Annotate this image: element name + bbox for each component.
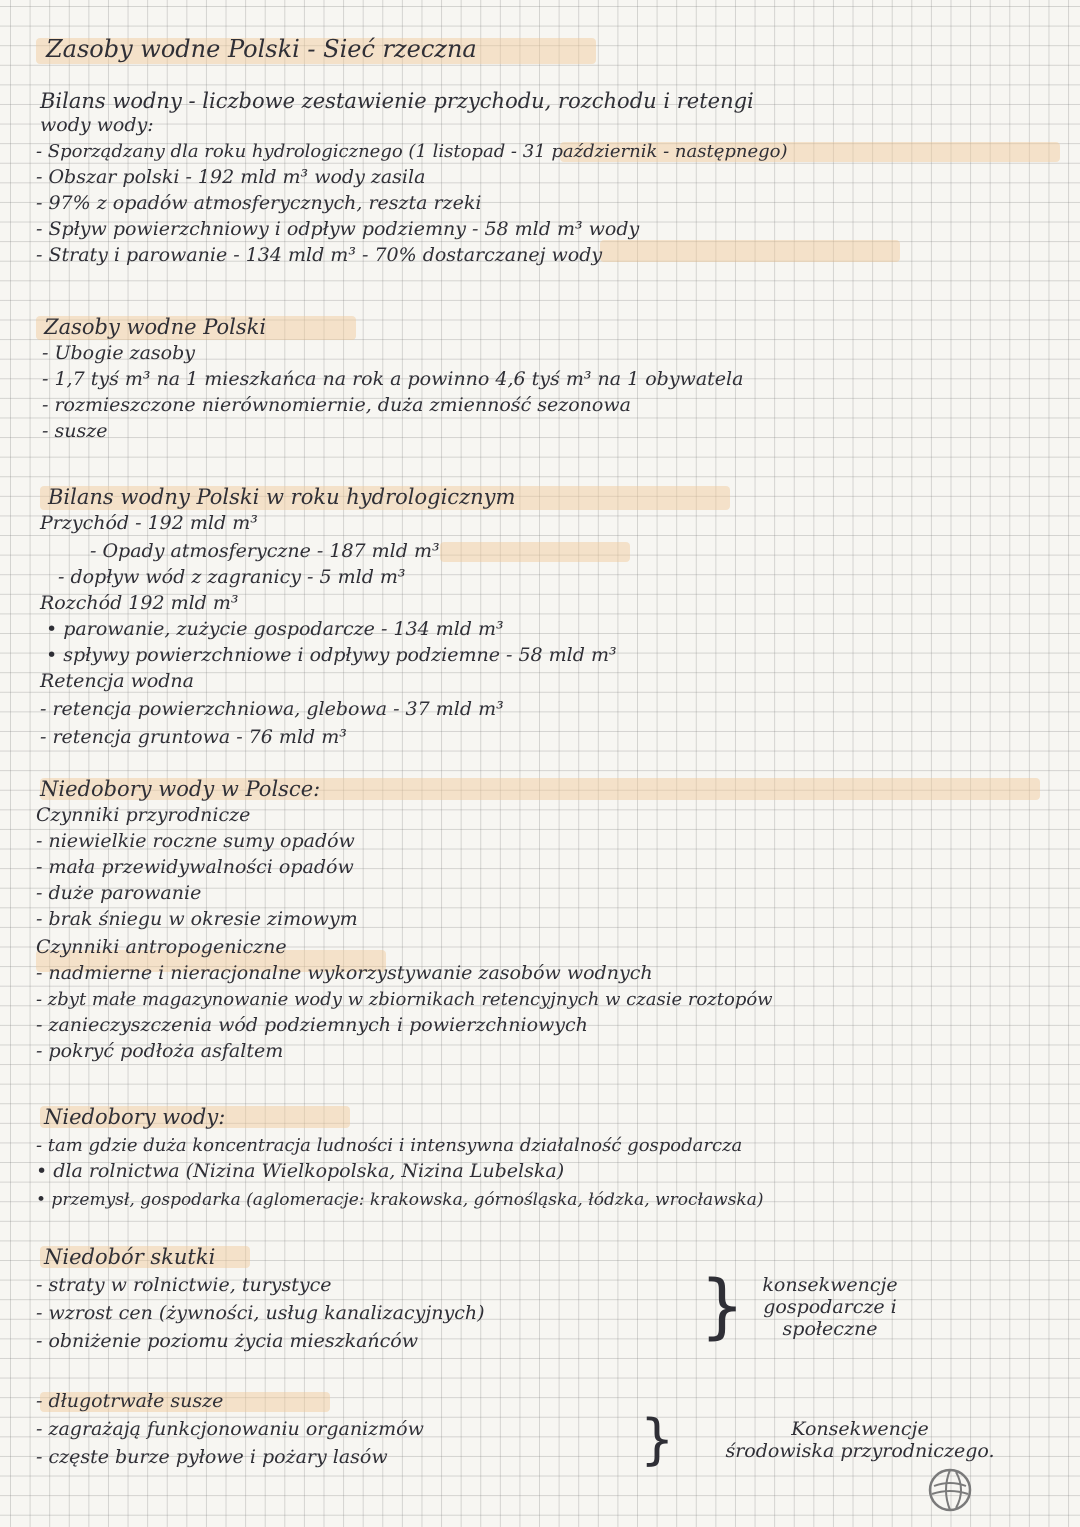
line-text: - 1,7 tyś m³ na 1 mieszkańca na rok a powinno 4,6 tyś m³ na 1 obywatela: [42, 368, 744, 390]
text-line: [0, 1188, 1080, 1211]
line-text: wody wody:: [40, 114, 154, 136]
line-text: • przemysł, gospodarka (aglomeracje: krakowska, górnośląska, łódzka, wrocławska): [36, 1190, 764, 1210]
text-line: [0, 698, 1080, 720]
text-line: [0, 962, 1080, 984]
text-line: [0, 368, 1080, 390]
line-text: - Ubogie zasoby: [42, 342, 196, 364]
line-text: - straty w rolnictwie, turystyce: [36, 1274, 332, 1296]
line-text: - susze: [42, 420, 108, 442]
line-text: - niewielkie roczne sumy opadów: [36, 830, 355, 852]
text-line: [0, 592, 1080, 614]
section-heading: [0, 1106, 1080, 1128]
text-line: [0, 1040, 1080, 1062]
line-text: Niedobory wody w Polsce:: [40, 777, 321, 801]
text-line: [0, 1160, 1080, 1182]
text-line: [0, 908, 1080, 930]
line-text: Zasoby wodne Polski - Sieć rzeczna: [46, 35, 477, 63]
line-text: • parowanie, zużycie gospodarcze - 134 mld m³: [46, 618, 504, 640]
line-text: - długotrwałe susze: [36, 1390, 224, 1412]
line-text: Przychód - 192 mld m³: [40, 512, 258, 534]
line-text: • dla rolnictwa (Nizina Wielkopolska, Nizina Lubelska): [36, 1160, 565, 1182]
line-text: Czynniki przyrodnicze: [36, 804, 251, 826]
text-line: [0, 244, 1080, 266]
line-text: Czynniki antropogeniczne: [36, 936, 287, 958]
text-line: [0, 804, 1080, 826]
curly-brace-icon: }: [700, 1265, 745, 1347]
consequence-label-environment: [680, 1418, 1040, 1462]
line-text: - zbyt małe magazynowanie wody w zbiornikach retencyjnych w czasie roztopów: [36, 989, 773, 1010]
globe-logo-icon: [926, 1466, 974, 1514]
line-text: - dopływ wód z zagranicy - 5 mld m³: [58, 566, 406, 588]
page-title: [0, 35, 1080, 63]
text-line: [0, 512, 1080, 534]
line-text: - nadmierne i nieracjonalne wykorzystywanie zasobów wodnych: [36, 962, 653, 984]
text-line: [0, 140, 1080, 163]
line-text: - duże parowanie: [36, 882, 202, 904]
line-text: - retencja powierzchniowa, glebowa - 37 mld m³: [40, 698, 504, 720]
line-text: Rozchód 192 mld m³: [40, 592, 239, 614]
line-text: - retencja gruntowa - 76 mld m³: [40, 726, 347, 748]
line-text: - wzrost cen (żywności, usług kanalizacyjnych): [36, 1302, 485, 1324]
text-line: [0, 192, 1080, 214]
text-line: [0, 856, 1080, 878]
line-text: - zanieczyszczenia wód podziemnych i powierzchniowych: [36, 1014, 588, 1036]
text-line: [0, 1390, 1080, 1412]
line-text: Niedobór skutki: [44, 1245, 216, 1269]
line-text: - zagrażają funkcjonowaniu organizmów: [36, 1418, 424, 1440]
line-text: - obniżenie poziomu życia mieszkańców: [36, 1330, 418, 1352]
line-text: - Spływ powierzchniowy i odpływ podziemny - 58 mld m³ wody: [36, 218, 640, 240]
aside-line: środowiska przyrodniczego.: [725, 1440, 995, 1462]
text-line: [0, 114, 1080, 136]
text-line: [0, 936, 1080, 958]
line-text: - Sporządzany dla roku hydrologicznego (1 listopad - 31 październik - następnego): [36, 141, 788, 162]
text-line: [0, 394, 1080, 416]
line-text: • spływy powierzchniowe i odpływy podziemne - 58 mld m³: [46, 644, 617, 666]
text-line: [0, 726, 1080, 748]
line-text: - rozmieszczone nierównomiernie, duża zmienność sezonowa: [42, 394, 631, 416]
text-line: [0, 166, 1080, 188]
line-text: - Straty i parowanie - 134 mld m³ - 70% dostarczanej wody: [36, 244, 603, 266]
section-heading: [0, 90, 1080, 112]
line-text: - mała przewidywalności opadów: [36, 856, 354, 878]
aside-line: gospodarcze i: [763, 1296, 897, 1318]
aside-line: konsekwencje: [762, 1274, 898, 1296]
line-text: - 97% z opadów atmosferycznych, reszta rzeki: [36, 192, 482, 214]
text-line: [0, 618, 1080, 640]
text-line: [0, 566, 1080, 588]
line-text: - tam gdzie duża koncentracja ludności i intensywna działalność gospodarcza: [36, 1135, 743, 1156]
line-text: - Obszar polski - 192 mld m³ wody zasila: [36, 166, 426, 188]
line-text: - Opady atmosferyczne - 187 mld m³: [90, 540, 440, 562]
line-text: Bilans wodny Polski w roku hydrologicznym: [48, 485, 516, 509]
section-heading: [0, 486, 1080, 508]
line-text: Retencja wodna: [40, 670, 194, 692]
text-line: [0, 342, 1080, 364]
aside-line: społeczne: [782, 1318, 878, 1340]
text-line: [0, 882, 1080, 904]
line-text: Zasoby wodne Polski: [44, 315, 267, 339]
line-text: - pokryć podłoża asfaltem: [36, 1040, 284, 1062]
text-line: [0, 218, 1080, 240]
section-heading: [0, 778, 1080, 800]
curly-brace-icon: }: [640, 1408, 675, 1471]
text-line: [0, 830, 1080, 852]
aside-line: Konsekwencje: [791, 1418, 929, 1440]
section-heading: [0, 1246, 1080, 1268]
text-line: [0, 670, 1080, 692]
text-line: [0, 420, 1080, 442]
line-text: Niedobory wody:: [44, 1105, 226, 1129]
text-line: [0, 988, 1080, 1011]
line-text: - częste burze pyłowe i pożary lasów: [36, 1446, 388, 1468]
text-line: [0, 1134, 1080, 1157]
text-line: [0, 644, 1080, 666]
text-line: [0, 1014, 1080, 1036]
line-text: - brak śniegu w okresie zimowym: [36, 908, 358, 930]
consequence-label-economic: [720, 1274, 940, 1340]
section-heading: [0, 316, 1080, 338]
text-line: [0, 540, 1080, 562]
line-text: Bilans wodny - liczbowe zestawienie przychodu, rozchodu i retengi: [40, 89, 754, 113]
